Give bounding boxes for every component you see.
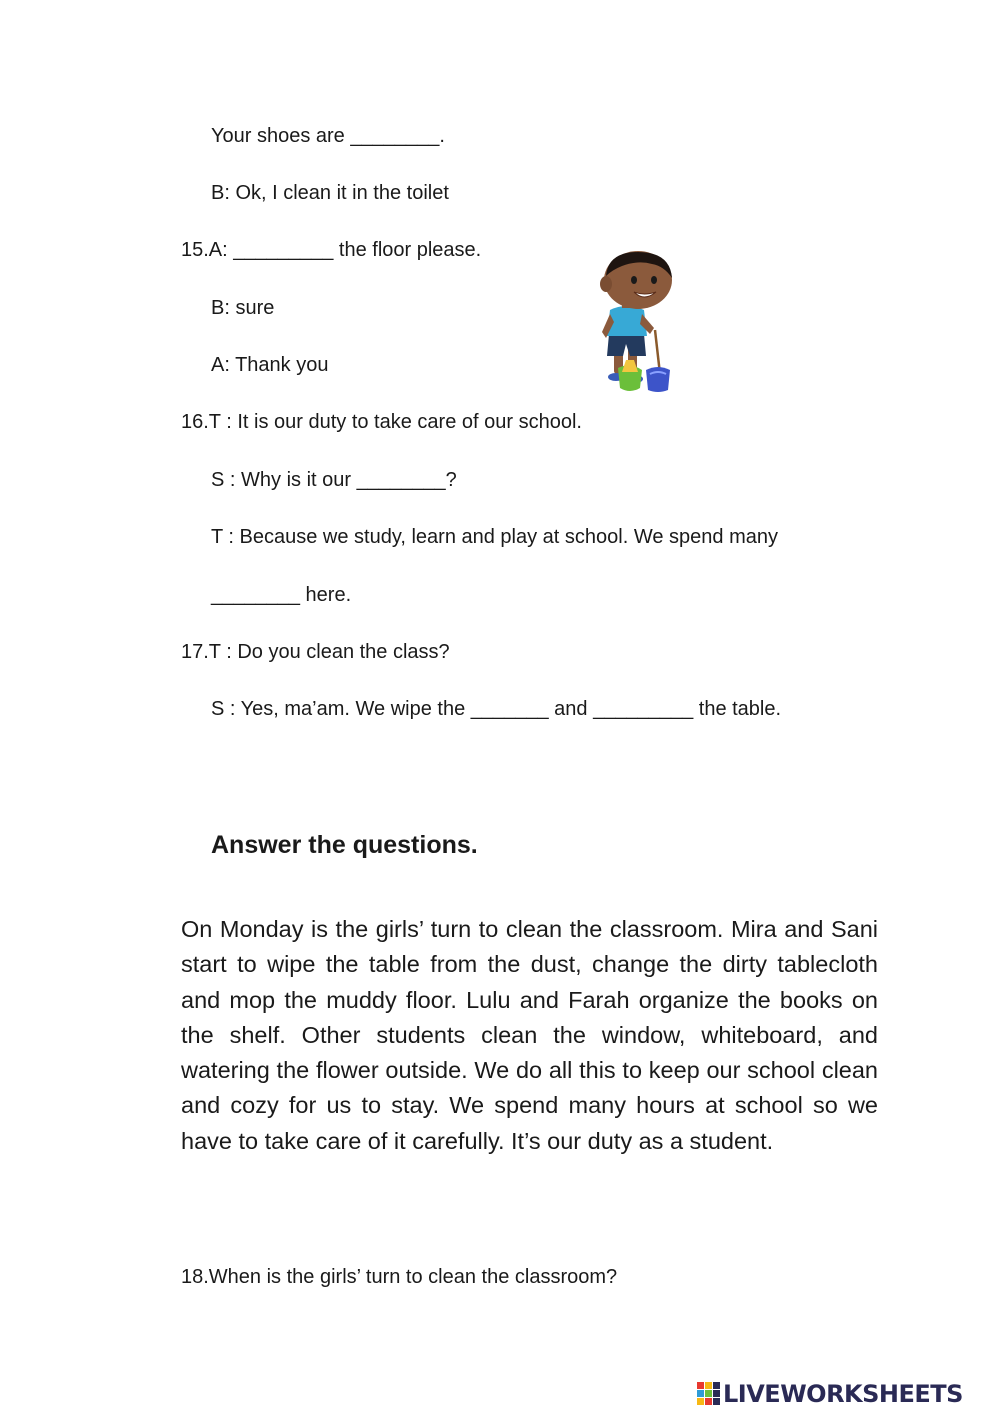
dialogue-line: B: sure bbox=[211, 297, 275, 319]
logo-grid-icon bbox=[697, 1382, 721, 1406]
dialogue-line: Your shoes are ________. bbox=[211, 125, 445, 147]
boy-sweeping-illustration bbox=[592, 248, 684, 398]
dialogue-line: S : Yes, ma’am. We wipe the _______ and _________ the table. bbox=[211, 698, 782, 720]
liveworksheets-logo bbox=[697, 1378, 963, 1410]
question-17: 17.T : Do you clean the class? bbox=[181, 641, 450, 663]
question-16: 16.T : It is our duty to take care of our school. bbox=[181, 411, 582, 433]
reading-passage: On Monday is the girls’ turn to clean the classroom. Mira and Sani start to wipe the table from the dust, change the dirty tablecloth and mop the muddy floor. Lulu and Farah organize the books on the shelf. Other students clean the window, whiteboard, and watering the flower outside. We do all this to keep our school clean and cozy for us to stay. We spend many hours at school so we have to take care of it carefully. It’s our duty as a student. bbox=[181, 916, 878, 1154]
dialogue-line: A: Thank you bbox=[211, 354, 329, 376]
question-15: 15.A: _________ the floor please. bbox=[181, 239, 482, 261]
section-heading: Answer the questions. bbox=[211, 831, 478, 859]
dialogue-line: S : Why is it our ________? bbox=[211, 469, 457, 491]
dialogue-line: T : Because we study, learn and play at school. We spend many bbox=[211, 526, 778, 548]
dialogue-line: B: Ok, I clean it in the toilet bbox=[211, 182, 449, 204]
question-18: 18.When is the girls’ turn to clean the classroom? bbox=[181, 1266, 618, 1288]
logo-text: LIVEWORKSHEETS bbox=[723, 1380, 963, 1408]
dialogue-line: ________ here. bbox=[211, 584, 352, 606]
